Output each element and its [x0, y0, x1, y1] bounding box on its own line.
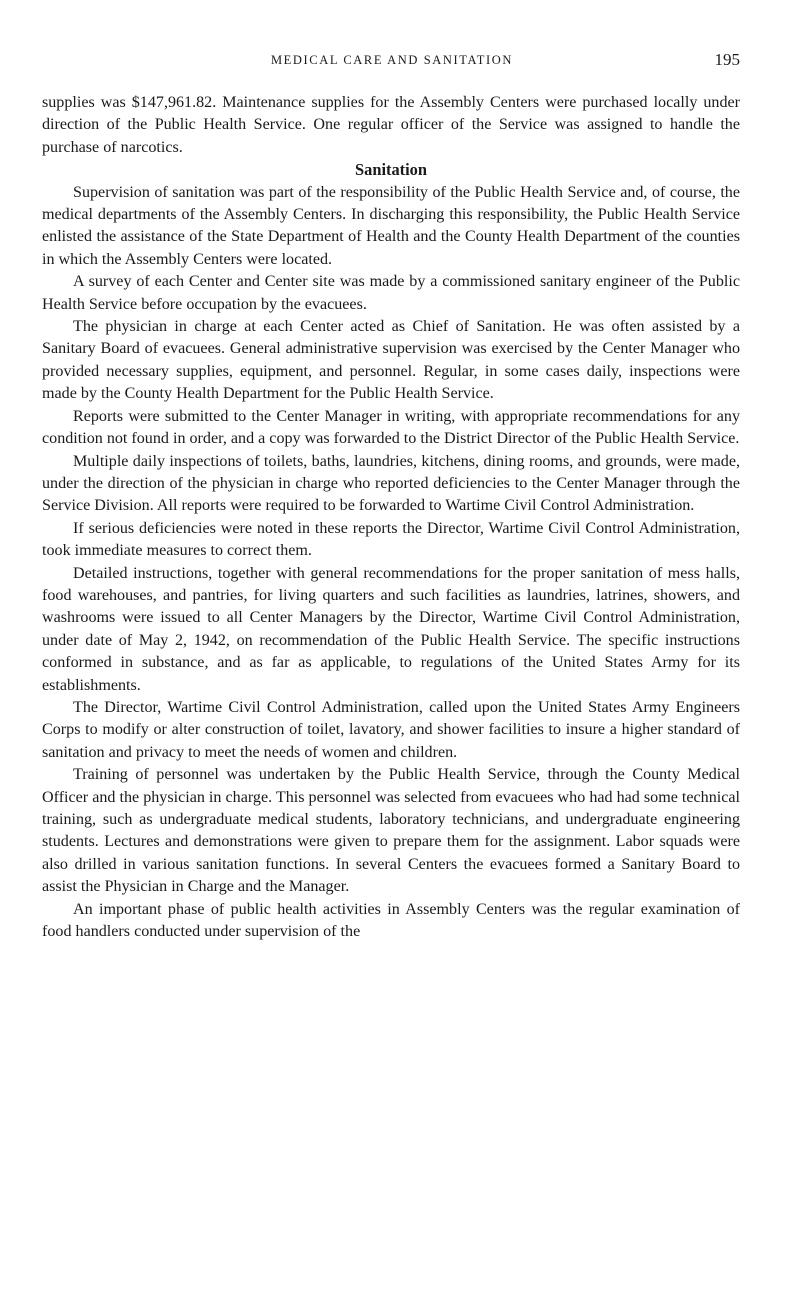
- page-number: 195: [714, 50, 740, 69]
- paragraph: If serious deficiencies were noted in these reports the Director, Wartime Civil Control Administration, took immediate measures to correct them.: [42, 519, 740, 560]
- section-heading: Sanitation: [355, 160, 427, 180]
- paragraph: Supervision of sanitation was part of the responsibility of the Public Health Service and, of course, the medical departments of the Assembly Centers. In discharging this responsibility, the Public Health Service enlisted the assistance of the State Department of Health and the County Health Department of the counties in which the Assembly Centers were located.: [42, 183, 740, 268]
- running-title: MEDICAL CARE AND SANITATION: [270, 53, 514, 67]
- paragraph: The physician in charge at each Center acted as Chief of Sanitation. He was often assisted by a Sanitary Board of evacuees. General administrative supervision was exercised by the Center Manager who provided necessary supplies, equipment, and personnel. Regular, in some cases daily, inspections were made by the County Health Department for the Public Health Service.: [42, 318, 740, 403]
- paragraph: Detailed instructions, together with general recommendations for the proper sanitation of mess halls, food warehouses, and pantries, for living quarters and such facilities as laundries, latrines, showers, and washrooms were issued to all Center Managers by the Director, Wartime Civil Control Administration, under date of May 2, 1942, on recommendation of the Public Health Service. The specific instructions conformed in substance, and as far as applicable, to regulations of the United States Army for its establishments.: [42, 564, 740, 694]
- paragraph: The Director, Wartime Civil Control Administration, called upon the United States Army Engineers Corps to modify or alter construction of toilet, lavatory, and shower facilities to insure a higher standard of sanitation and privacy to meet the needs of women and children.: [42, 698, 740, 761]
- running-header: [44, 50, 740, 74]
- paragraph: Training of personnel was undertaken by the Public Health Service, through the County Medical Officer and the physician in charge. This personnel was selected from evacuees who had had some technical training, such as undergraduate medical students, laboratory technicians, and undergraduate engineering students. Lectures and demonstrations were given to prepare them for the assignment. Labor squads were also drilled in various sanitation functions. In several Centers the evacuees formed a Sanitary Board to assist the Physician in Charge and the Manager.: [42, 766, 740, 896]
- paragraph: An important phase of public health activities in Assembly Centers was the regular examination of food handlers conducted under supervision of the: [42, 900, 740, 941]
- paragraph: Multiple daily inspections of toilets, baths, laundries, kitchens, dining rooms, and grounds, were made, under the direction of the physician in charge who reported deficiencies to the Center Manager through the Service Division. All reports were required to be forwarded to Wartime Civil Control Administration.: [42, 452, 740, 515]
- intro-paragraph: supplies was $147,961.82. Maintenance supplies for the Assembly Centers were purchased locally under direction of the Public Health Service. One regular officer of the Service was assigned to handle the purchase of narcotics.: [42, 94, 740, 156]
- body-text: [42, 92, 740, 943]
- paragraph: Reports were submitted to the Center Manager in writing, with appropriate recommendations for any condition not found in order, and a copy was forwarded to the District Director of the Public Health Service.: [42, 407, 740, 448]
- paragraph: A survey of each Center and Center site was made by a commissioned sanitary engineer of the Public Health Service before occupation by the evacuees.: [42, 273, 740, 313]
